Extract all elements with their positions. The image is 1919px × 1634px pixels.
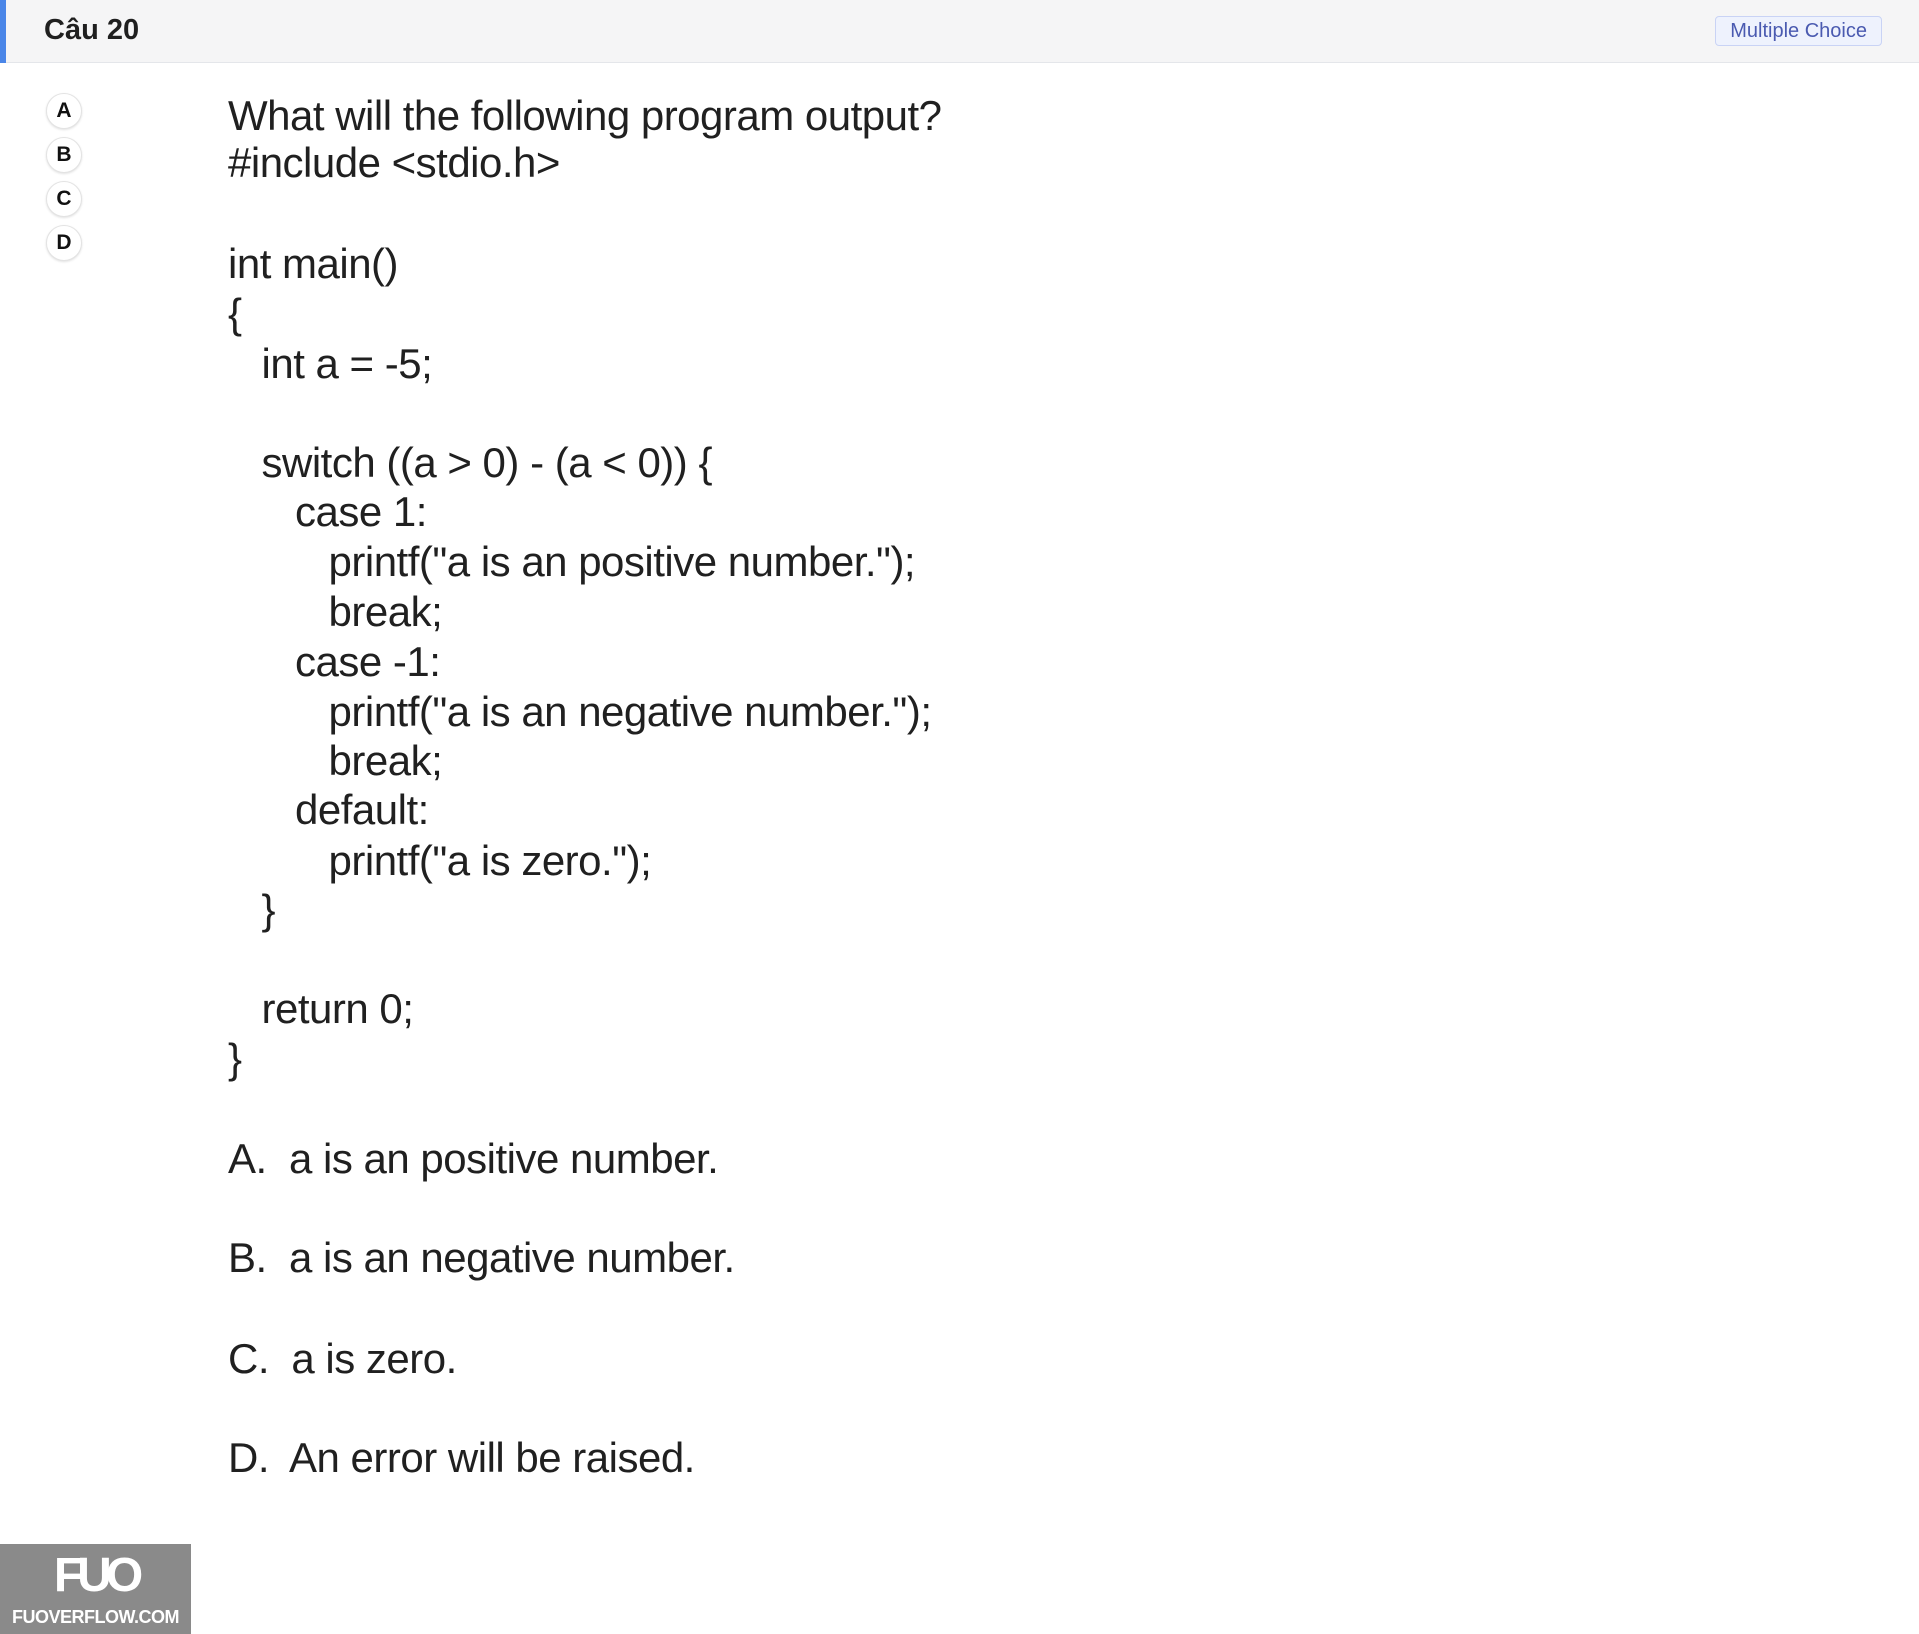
code-line: default: bbox=[228, 786, 429, 833]
code-line: #include <stdio.h> bbox=[228, 139, 560, 186]
option-a-text: A. a is an positive number. bbox=[228, 1135, 719, 1182]
code-line: } bbox=[228, 1035, 242, 1082]
code-line: break; bbox=[228, 588, 443, 635]
choice-d-button[interactable]: D bbox=[46, 225, 82, 261]
code-line: printf("a is zero."); bbox=[228, 837, 652, 884]
fuoverflow-watermark bbox=[0, 1544, 191, 1634]
code-line: return 0; bbox=[228, 985, 414, 1032]
code-line: switch ((a > 0) - (a < 0)) { bbox=[228, 439, 712, 486]
watermark-logo: FUO bbox=[53, 1549, 138, 1602]
code-line: { bbox=[228, 290, 242, 337]
option-c-text: C. a is zero. bbox=[228, 1335, 457, 1382]
choice-c-button[interactable]: C bbox=[46, 181, 82, 217]
choice-a-button[interactable]: A bbox=[46, 93, 82, 129]
code-line: printf("a is an negative number."); bbox=[228, 688, 932, 735]
code-line: int main() bbox=[228, 240, 399, 287]
question-image bbox=[228, 92, 1128, 1512]
code-line: int a = -5; bbox=[228, 340, 433, 387]
option-b-text: B. a is an negative number. bbox=[228, 1234, 735, 1281]
answer-choices bbox=[46, 93, 86, 269]
code-line: case -1: bbox=[228, 638, 441, 685]
header-accent-bar bbox=[0, 0, 6, 63]
choice-b-button[interactable]: B bbox=[46, 137, 82, 173]
code-line: break; bbox=[228, 737, 443, 784]
question-type-badge: Multiple Choice bbox=[1715, 16, 1882, 46]
code-line: printf("a is an positive number."); bbox=[228, 538, 916, 585]
code-line: case 1: bbox=[228, 488, 427, 535]
question-header bbox=[0, 0, 1919, 63]
question-title: Câu 20 bbox=[44, 14, 140, 46]
question-prompt: What will the following program output? bbox=[228, 92, 942, 139]
code-line: } bbox=[228, 886, 276, 933]
option-d-text: D. An error will be raised. bbox=[228, 1434, 695, 1481]
watermark-site: FUOVERFLOW.COM bbox=[12, 1607, 179, 1627]
